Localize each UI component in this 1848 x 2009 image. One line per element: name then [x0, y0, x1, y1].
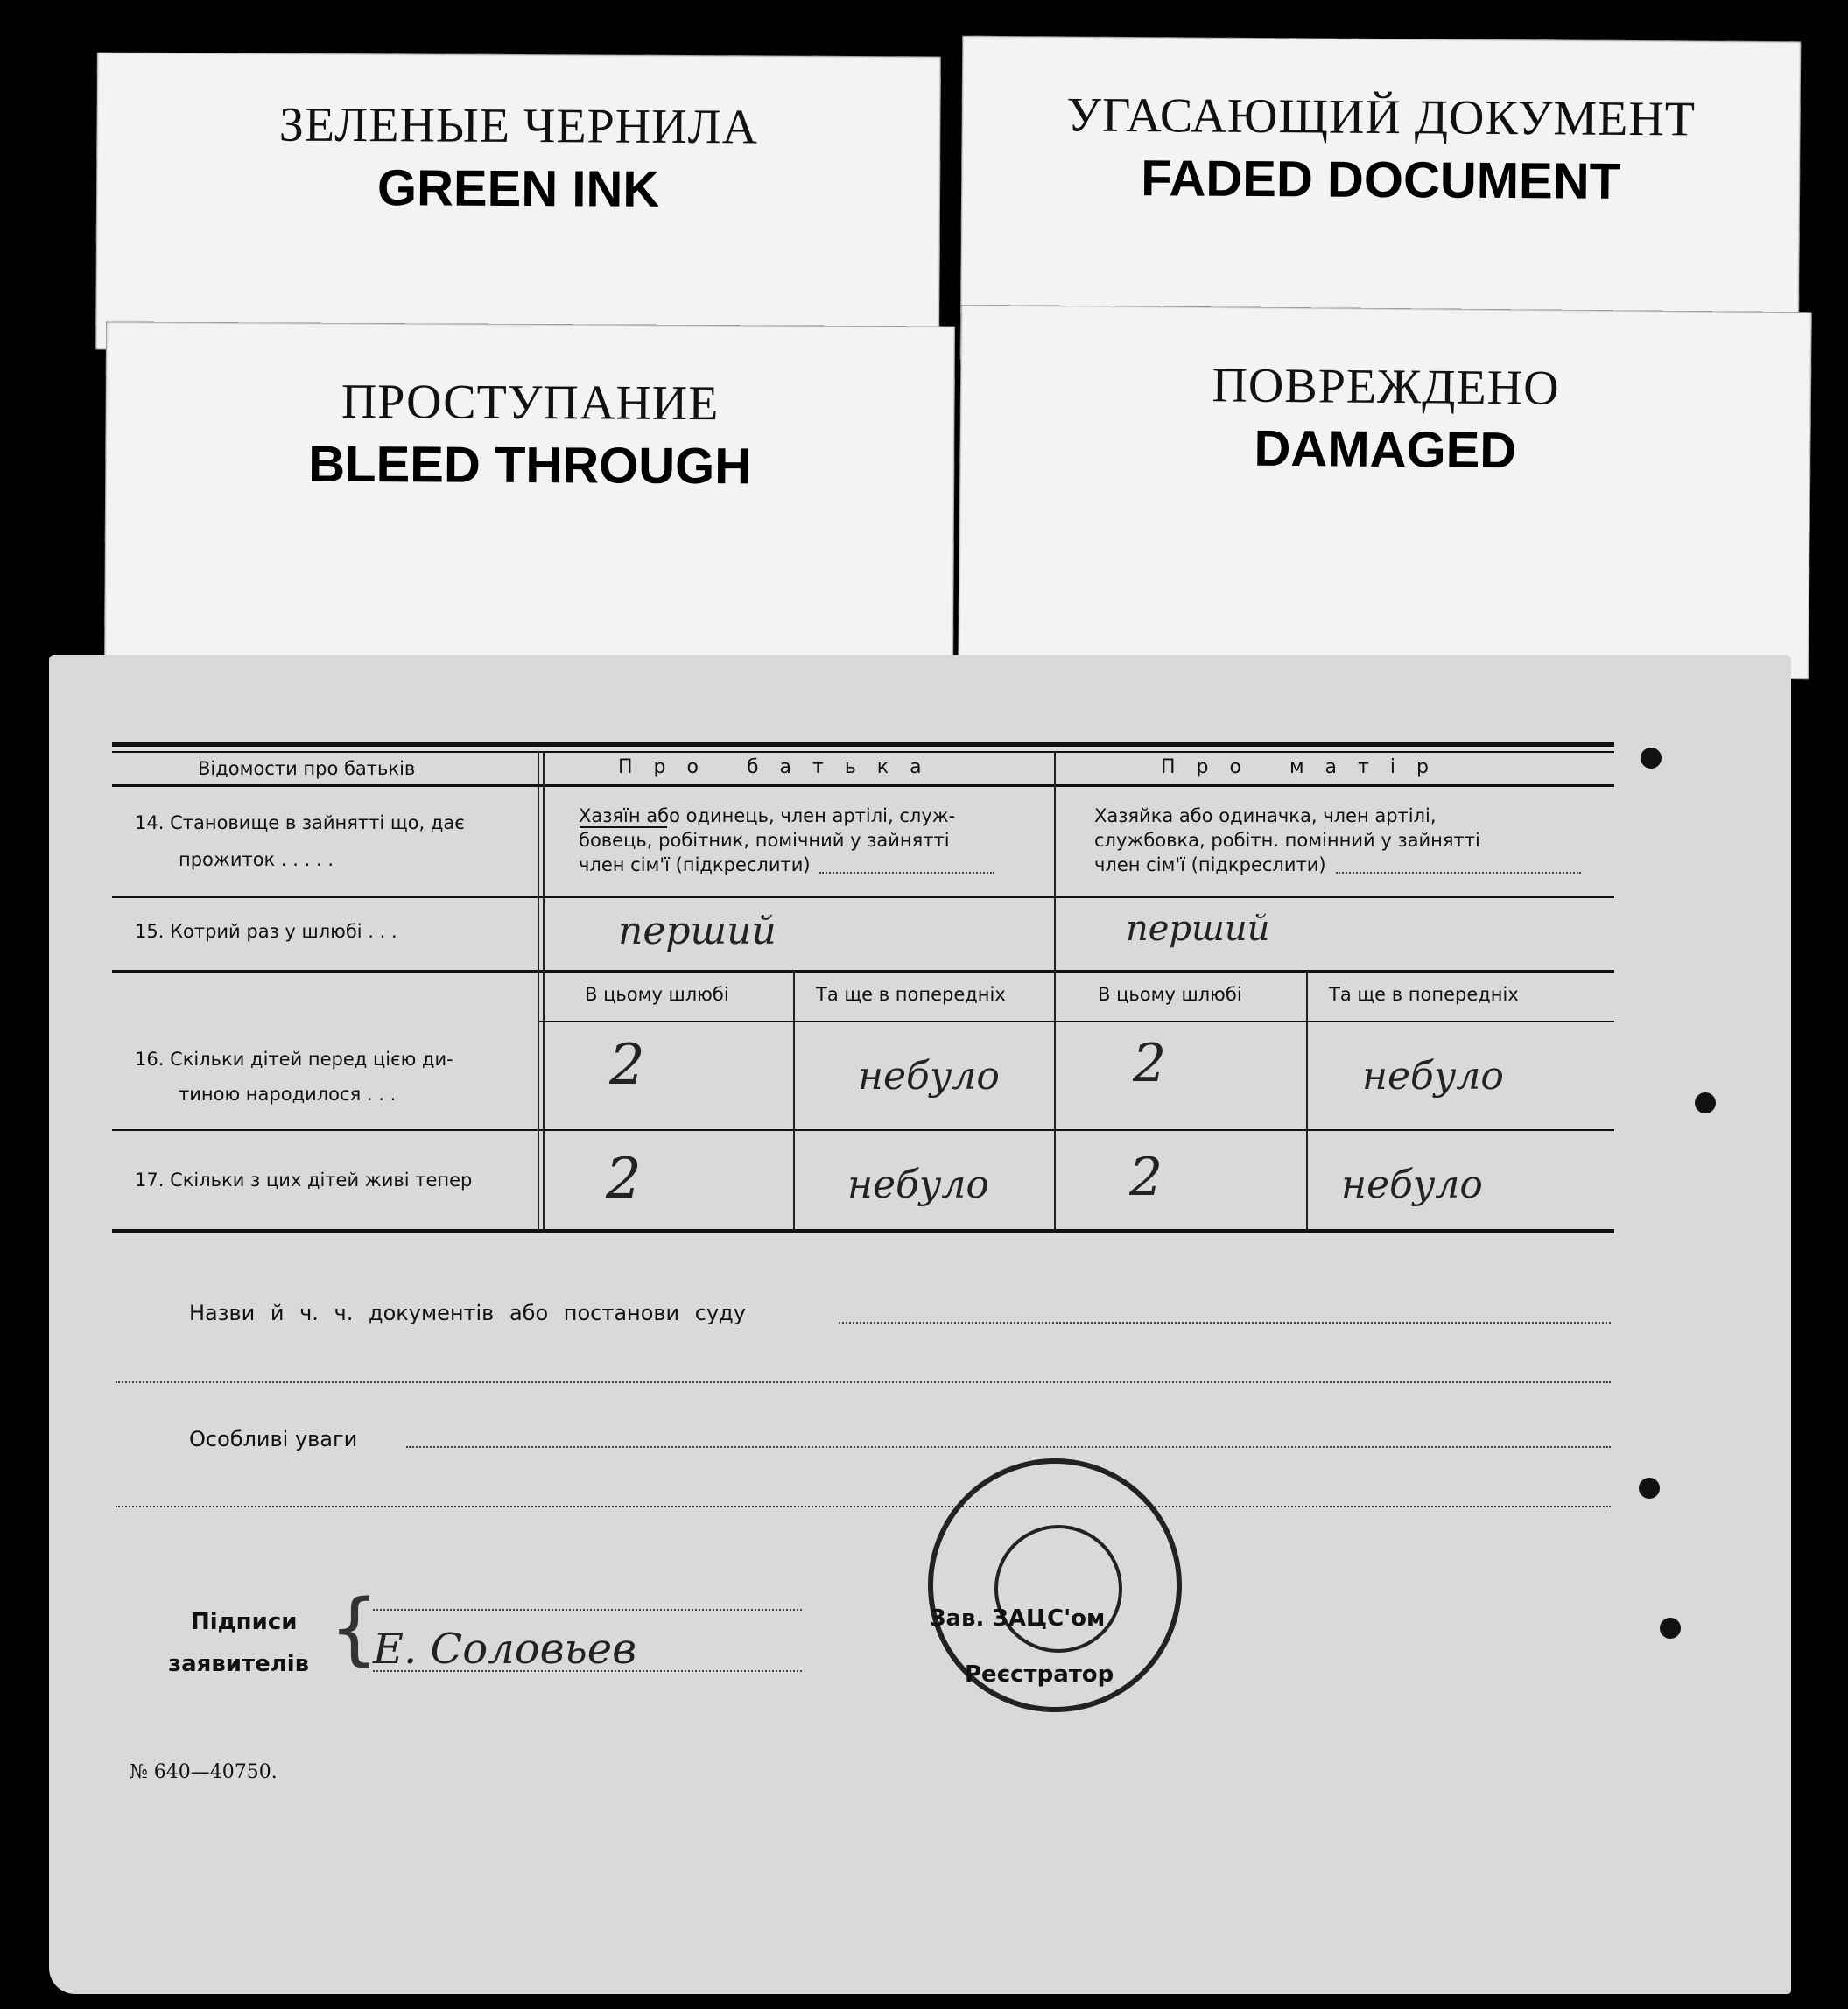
label-card-bleed-through [104, 321, 955, 685]
applicant-signature: Е. Соловьев [373, 1625, 637, 1674]
row16-father-previous: небуло [858, 1054, 1000, 1099]
row16-label-cont: тиною народилося . . . [179, 1084, 397, 1105]
card-title-ru: ЗЕЛЕНЫЕ ЧЕРНИЛА [278, 97, 759, 155]
row14-mother-options-2: службовка, робітн. помінний у зайнятті [1094, 830, 1480, 851]
subheader-father-this-marriage: В цьому шлюбі [585, 984, 729, 1005]
label-card-green-ink [95, 52, 941, 354]
card-title-en: DAMAGED [1254, 419, 1517, 480]
card-title-en: GREEN INK [376, 159, 660, 218]
form-number: № 640—40750. [130, 1761, 278, 1783]
row17-father-this: 2 [606, 1147, 642, 1212]
punch-hole [1660, 1618, 1681, 1639]
notes-label: Особливі уваги [189, 1427, 358, 1451]
subheader-mother-this-marriage: В цьому шлюбі [1098, 984, 1242, 1005]
header-parents-info: Відомости про батьків [198, 758, 416, 779]
punch-hole [1639, 1478, 1660, 1499]
seal-emblem-icon [994, 1525, 1122, 1653]
subheader-father-previous: Та ще в попередніх [816, 984, 1006, 1005]
card-title-en: BLEED THROUGH [308, 435, 752, 495]
subheader-mother-previous: Та ще в попередніх [1329, 984, 1519, 1005]
card-title-ru: УГАСАЮЩИЙ ДОКУМЕНТ [1066, 88, 1697, 147]
row17-father-previous: небуло [847, 1163, 989, 1207]
row14-mother-options: Хазяйка або одиначка, член артілі, [1094, 805, 1437, 826]
card-title-en: FADED DOCUMENT [1141, 150, 1621, 210]
row17-label: 17. Скільки з цих дітей живі тепер [135, 1170, 473, 1191]
row16-mother-previous: небуло [1362, 1054, 1504, 1099]
signatures-label-cont: заявителів [168, 1651, 310, 1677]
header-father: Про батька [618, 756, 943, 778]
punch-hole [1695, 1092, 1716, 1113]
row16-father-this: 2 [609, 1033, 645, 1098]
documents-label: Назви й ч. ч. документів або постанови суду [189, 1301, 746, 1325]
row15-label: 15. Котрий раз у шлюбі . . . [135, 921, 397, 942]
row14-label-cont: прожиток . . . . . [179, 849, 334, 870]
row14-father-options-2: бовець, робітник, помічний у зайнятті [579, 830, 950, 851]
row14-mother-options-3: член сім'ї (підкреслити) [1094, 854, 1326, 875]
row15-mother-handwriting: перший [1126, 909, 1270, 949]
signatures-label: Підписи [191, 1609, 298, 1635]
punch-hole [1641, 748, 1662, 769]
row14-father-options: Хазяїн або одинець, член артілі, служ- [579, 805, 956, 826]
row15-father-handwriting: перший [618, 909, 776, 953]
header-mother: Про матір [1161, 756, 1450, 778]
form-sheet [49, 655, 1791, 1994]
card-title-ru: ПРОСТУПАНИЕ [341, 374, 720, 432]
brace-icon: { [329, 1583, 380, 1675]
row14-label: 14. Становище в зайнятті що, дає [135, 812, 465, 833]
registrar-label: Реєстратор [965, 1661, 1114, 1688]
row16-mother-this: 2 [1133, 1033, 1167, 1094]
row17-mother-previous: небуло [1341, 1163, 1483, 1207]
card-title-ru: ПОВРЕЖДЕНО [1212, 358, 1560, 416]
row14-father-options-3: член сім'ї (підкреслити) [579, 854, 811, 875]
row16-label: 16. Скільки дітей перед цією ди- [135, 1049, 453, 1070]
row17-mother-this: 2 [1129, 1147, 1163, 1208]
label-card-damaged [958, 305, 1812, 679]
registry-head-label: Зав. ЗАЦС'ом [930, 1605, 1106, 1632]
